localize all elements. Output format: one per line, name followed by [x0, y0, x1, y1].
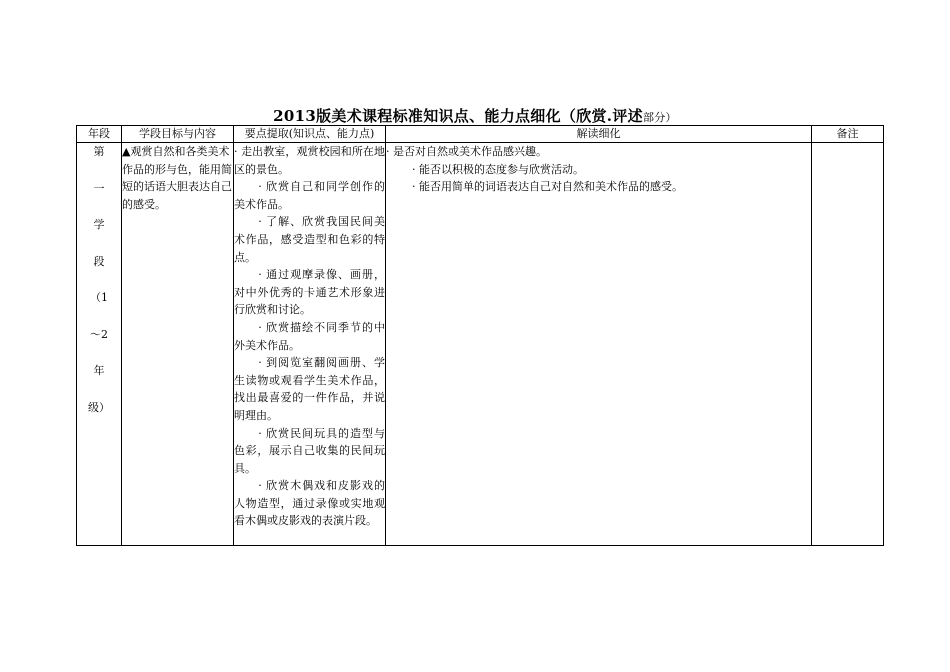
key-point-item: · 欣赏自己和同学创作的美术作品。: [234, 180, 385, 211]
curriculum-table: [76, 125, 884, 546]
year-char: 第: [93, 145, 105, 158]
header-year: 年段: [77, 126, 122, 143]
year-cell: [77, 143, 122, 546]
notes-cell: [812, 143, 884, 546]
key-point-item: · 走出教室，观赏校园和所在地区的景色。: [234, 145, 385, 176]
key-point-item: · 欣赏民间玩具的造型与色彩，展示自己收集的民间玩具。: [234, 426, 385, 475]
header-key-points: 要点提取(知识点、能力点): [234, 126, 386, 143]
title-main: 2013版美术课程标准知识点、能力点细化（欣赏.评述: [273, 107, 643, 125]
year-char: 学: [93, 218, 105, 231]
key-point-item: · 了解、欣赏我国民间美术作品，感受造型和色彩的特点。: [234, 215, 385, 264]
header-goal: 学段目标与内容: [122, 126, 234, 143]
interpretation-cell: [386, 143, 812, 546]
year-char: （1: [90, 291, 108, 304]
key-points-cell: [234, 143, 386, 546]
table-header-row: [77, 126, 884, 143]
table-row: [77, 143, 884, 546]
key-point-item: · 欣赏木偶戏和皮影戏的人物造型，通过录像或实地观看木偶或皮影戏的表演片段。: [234, 479, 385, 528]
interpretation-item: · 能否以积极的态度参与欣赏活动。: [412, 162, 584, 176]
header-notes: 备注: [812, 126, 884, 143]
year-char: ～2: [90, 327, 108, 341]
title-suffix: 部分）: [642, 111, 677, 124]
year-char: 段: [93, 254, 105, 268]
interpretation-item: · 能否用简单的词语表达自己对自然和美术作品的感受。: [412, 180, 683, 194]
year-char: 级）: [88, 400, 110, 414]
year-char: 年: [93, 364, 105, 377]
key-point-item: · 通过观摩录像、画册，对中外优秀的卡通艺术形象进行欣赏和讨论。: [234, 268, 385, 317]
header-interpretation: 解读细化: [386, 126, 812, 143]
year-char: 一: [93, 181, 105, 195]
goal-cell: ▲观赏自然和各类美术作品的形与色，能用简短的话语大胆表达自己的感受。: [122, 143, 234, 546]
key-point-item: · 到阅览室翻阅画册、学生读物或观看学生美术作品，找出最喜爱的一件作品，并说明理由。: [234, 356, 385, 422]
interpretation-item: · 是否对自然或美术作品感兴趣。: [386, 145, 547, 158]
key-point-item: · 欣赏描绘不同季节的中外美术作品。: [234, 320, 385, 352]
